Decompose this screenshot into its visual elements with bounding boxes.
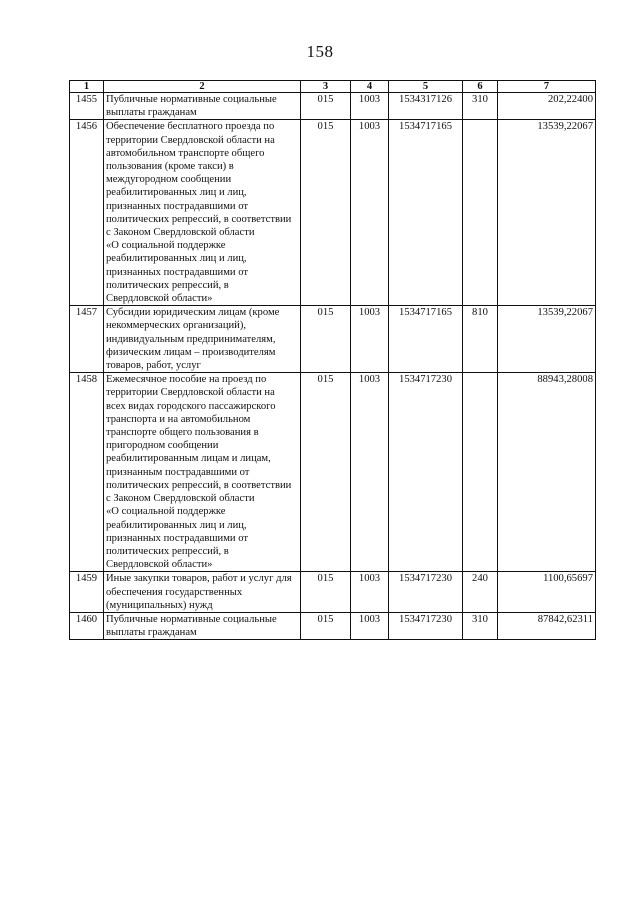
page-number: 158 <box>306 42 334 61</box>
column-header: 3 <box>301 81 351 93</box>
row-col3: 015 <box>301 373 351 572</box>
row-sum: 87842,62311 <box>498 612 596 639</box>
row-col6: 810 <box>463 306 498 373</box>
row-number: 1457 <box>70 306 104 373</box>
row-name: Субсидии юридическим лицам (кроме некоммерческих организаций), индивидуальным предпринимателям, физическим лицам – производителям товаров, работ, услуг <box>104 306 301 373</box>
row-col5: 1534717165 <box>389 120 463 306</box>
row-number: 1459 <box>70 572 104 613</box>
table-row <box>70 306 596 373</box>
row-col3: 015 <box>301 572 351 613</box>
table-body <box>70 93 596 640</box>
column-header: 4 <box>351 81 389 93</box>
table-row <box>70 93 596 120</box>
row-col4: 1003 <box>351 572 389 613</box>
row-col4: 1003 <box>351 120 389 306</box>
row-number: 1458 <box>70 373 104 572</box>
row-sum: 1100,65697 <box>498 572 596 613</box>
row-name: Публичные нормативные социальные выплаты гражданам <box>104 93 301 120</box>
row-col4: 1003 <box>351 306 389 373</box>
row-col6 <box>463 120 498 306</box>
row-col5: 1534717165 <box>389 306 463 373</box>
row-number: 1455 <box>70 93 104 120</box>
row-sum: 13539,22067 <box>498 306 596 373</box>
table-row <box>70 120 596 306</box>
row-col5: 1534317126 <box>389 93 463 120</box>
row-name: Ежемесячное пособие на проезд по территории Свердловской области на всех видах городского пассажирского транспорта и на автомобильном транспорте общего пользования в пригородном сообщении реабилитированным лицам и лицам, признанным пострадавшими от политических репрессий, в соответствии с Законом Свердловской области «О социальной поддержке реабилитированных лиц и лиц, признанных пострадавшими от политических репрессий, в Свердловской области» <box>104 373 301 572</box>
column-header: 5 <box>389 81 463 93</box>
row-sum: 13539,22067 <box>498 120 596 306</box>
row-name: Иные закупки товаров, работ и услуг для обеспечения государственных (муниципальных) нужд <box>104 572 301 613</box>
row-col4: 1003 <box>351 612 389 639</box>
row-number: 1460 <box>70 612 104 639</box>
row-col3: 015 <box>301 93 351 120</box>
row-col5: 1534717230 <box>389 572 463 613</box>
table-row <box>70 572 596 613</box>
row-col3: 015 <box>301 120 351 306</box>
row-sum: 202,22400 <box>498 93 596 120</box>
column-header: 7 <box>498 81 596 93</box>
row-col4: 1003 <box>351 373 389 572</box>
header-row <box>70 81 596 93</box>
column-header: 2 <box>104 81 301 93</box>
table-row <box>70 373 596 572</box>
row-col6 <box>463 373 498 572</box>
table-header <box>70 81 596 93</box>
row-col6: 310 <box>463 612 498 639</box>
row-col3: 015 <box>301 612 351 639</box>
row-col6: 310 <box>463 93 498 120</box>
row-number: 1456 <box>70 120 104 306</box>
column-header: 1 <box>70 81 104 93</box>
row-col6: 240 <box>463 572 498 613</box>
row-col5: 1534717230 <box>389 612 463 639</box>
column-header: 6 <box>463 81 498 93</box>
row-col4: 1003 <box>351 93 389 120</box>
row-col3: 015 <box>301 306 351 373</box>
row-name: Обеспечение бесплатного проезда по территории Свердловской области на автомобильном транспорте общего пользования (кроме такси) в междугородном сообщении реабилитированных лиц и лиц, признанных пострадавшими от политических репрессий, в соответствии с Законом Свердловской области «О социальной поддержке реабилитированных лиц и лиц, признанных пострадавшими от политических репрессий, в Свердловской области» <box>104 120 301 306</box>
row-col5: 1534717230 <box>389 373 463 572</box>
budget-table <box>69 80 596 640</box>
row-sum: 88943,28008 <box>498 373 596 572</box>
table-row <box>70 612 596 639</box>
row-name: Публичные нормативные социальные выплаты гражданам <box>104 612 301 639</box>
